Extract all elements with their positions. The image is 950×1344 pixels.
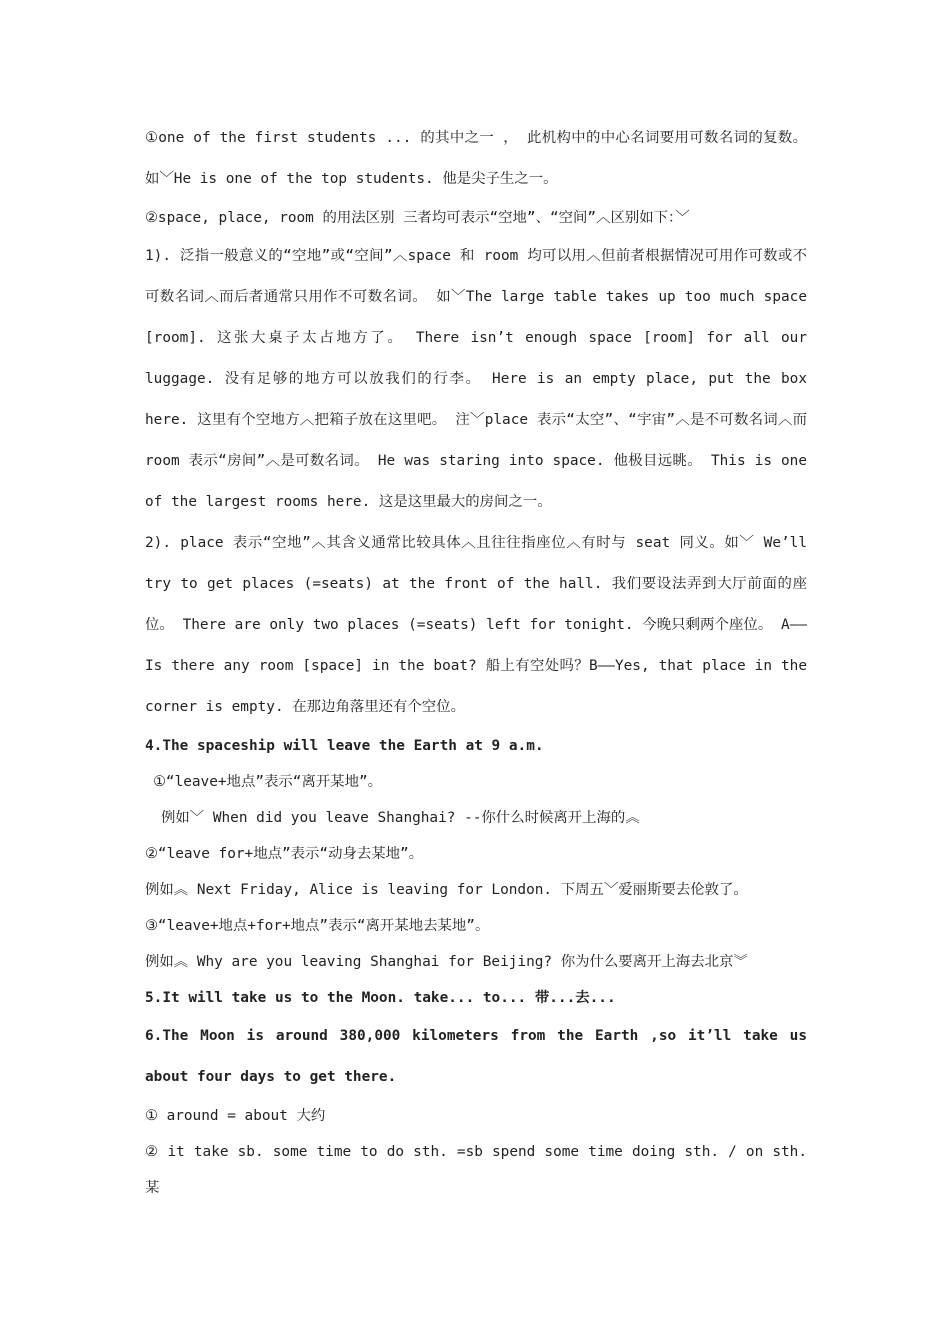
note-general-space: 1). 泛指一般意义的“空地”或“空间”︿space 和 room 均可以用︿但前者根据情况可用作可数或不可数名词︿而后者通常只用作不可数名词。 如﹀The large table takes up too much space [room]. 这张大桌子太占地方了。 There isn’t enough space [room] for all our luggage. 没有足够的地方可以放我们的行李。 Here is an empty place, put the box here. 这里有个空地方︿把箱子放在这里吧。 注﹀place 表示“太空”、“宇宙”︿是不可数名词︿而 room 表示“房间”︿是可数名词。 He was staring into space. 他极目远眺。 This is one of the largest rooms here. 这是这里最大的房间之一。	[145, 248, 807, 510]
example-leave-shanghai: 例如﹀ When did you leave Shanghai? --你什么时候离开上海的︽	[161, 810, 640, 826]
example-leave-for-london: 例如︽ Next Friday, Alice is leaving for London. 下周五﹀爱丽斯要去伦敦了。	[145, 882, 748, 898]
note-one-of: ①one of the first students ... 的其中之一 ， 此机构中的中心名词要用可数名词的复数。 如﹀He is one of the top students. 他是尖子生之一。	[145, 130, 807, 187]
heading-item-6: 6.The Moon is around 380,000 kilometers from the Earth ,so it’ll take us about four days to get there.	[145, 1028, 807, 1085]
note-space-place-room: ②space, place, room 的用法区别 三者均可表示“空地”、“空间”︿区别如下：﹀	[145, 210, 690, 226]
note-it-take: ② it take sb. some time to do sth. =sb spend some time doing sth. / on sth. 某	[145, 1144, 807, 1196]
note-leave-for-place: ③“leave+地点+for+地点”表示“离开某地去某地”。	[145, 918, 490, 934]
note-leave-place: ①“leave+地点”表示“离开某地”。	[153, 774, 383, 790]
example-leave-for-beijing: 例如︽ Why are you leaving Shanghai for Beijing? 你为什么要离开上海去北京︾	[145, 954, 748, 970]
heading-item-4: 4.The spaceship will leave the Earth at 9 a.m.	[145, 738, 544, 754]
note-place-seat: 2). place 表示“空地”︿其含义通常比较具体︿且往往指座位︿有时与 seat 同义。如﹀ We’ll try to get places (=seats) at the front of the hall. 我们要设法弄到大厅前面的座位。 There are only two places (=seats) left for tonight. 今晚只剩两个座位。 A——Is there any room [space] in the boat? 船上有空处吗？B——Yes, that place in the corner is empty. 在那边角落里还有个空位。	[145, 535, 807, 715]
document-page	[145, 118, 807, 1206]
heading-item-5: 5.It will take us to the Moon. take... to... 带...去...	[145, 990, 616, 1006]
note-leave-for: ②“leave for+地点”表示“动身去某地”。	[145, 846, 424, 862]
note-around-about: ① around = about 大约	[145, 1108, 326, 1124]
